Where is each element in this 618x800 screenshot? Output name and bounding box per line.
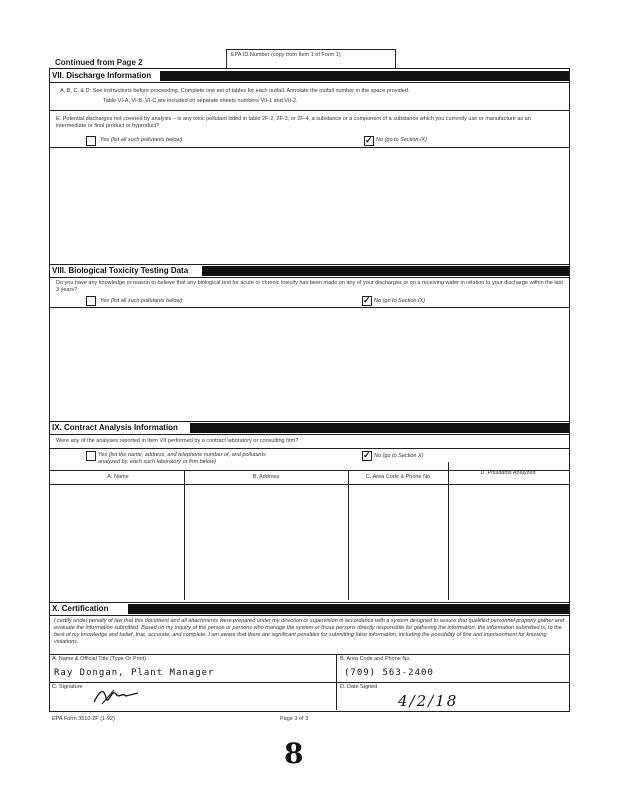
name-title-value[interactable]: Ray Dongan, Plant Manager bbox=[54, 668, 215, 678]
section-vii-bar bbox=[160, 71, 569, 81]
section-vii-checkmark-icon: ✓ bbox=[365, 135, 373, 145]
lab-pollutants-cell[interactable] bbox=[451, 487, 565, 597]
section-ix-question: Were any of the analyses reported in Item VII performed by a contract laboratory or consulting firm? bbox=[56, 438, 299, 444]
epa-id-box bbox=[226, 49, 396, 68]
section-vii-pollutant-list-area[interactable] bbox=[52, 149, 566, 261]
signature-label: C. Signature bbox=[52, 684, 83, 690]
column-header-name: A. Name bbox=[107, 474, 129, 480]
continued-label: Continued from Page 2 bbox=[55, 58, 143, 67]
section-viii-title: VIII. Biological Toxicity Testing Data bbox=[52, 266, 189, 275]
section-ix-checkmark-icon: ✓ bbox=[363, 450, 371, 460]
name-title-label: A. Name & Official Title (Type Or Print) bbox=[52, 656, 147, 662]
section-vii-yes-checkbox[interactable] bbox=[86, 136, 96, 146]
section-viii-checkmark-icon: ✓ bbox=[363, 295, 371, 305]
lab-name-cell[interactable] bbox=[52, 487, 182, 597]
section-ix-bar bbox=[190, 423, 569, 433]
section-vii-title: VII. Discharge Information bbox=[52, 71, 152, 80]
section-ix-yes-label: Yes (list the name, address, and telephone number of, and pollutants analyzed by, each such laboratory or firm below) bbox=[98, 452, 266, 465]
column-header-phone: C. Area Code & Phone No bbox=[365, 474, 431, 480]
section-vii-tables-note: Table VI-A, VI-B, VI-C are included on separate sheets numbers VII-1 and VII-2. bbox=[103, 98, 298, 104]
section-ix-title: IX. Contract Analysis Information bbox=[52, 423, 178, 432]
section-vii-question-e: E. Potential discharges not covered by analysis – is any toxic pollutant listed in table 2F-2, 2F-3, or 2F-4, a substance or a component of a substance which you currently use or manufacture as an intermediate or final product or byproduct? bbox=[56, 116, 531, 129]
phone-label: B. Area Code and Phone No. bbox=[340, 656, 411, 662]
section-viii-question: Do you have any knowledge or reason to believe that any biological test for acute or chronic toxicity has been made on any of your discharges or on a receiving water in relation to your discharge within the last 3 years? bbox=[56, 280, 563, 293]
section-vii-abcd: A, B, C, & D: See instructions before proceeding. Complete one set of tables for each outfall. Annotate the outfall number in the space provided. bbox=[60, 88, 410, 94]
section-vii-yes-label: Yes (list all such pollutants below) bbox=[100, 137, 183, 143]
lab-address-cell[interactable] bbox=[187, 487, 345, 597]
date-signed-value[interactable]: 4/2/18 bbox=[398, 692, 459, 710]
section-viii-no-label: No (go to Section IX) bbox=[374, 298, 426, 304]
column-header-pollutants: D. Pollutants Analyzed bbox=[480, 470, 536, 476]
section-viii-bar bbox=[202, 266, 569, 276]
signature-image[interactable] bbox=[92, 684, 140, 708]
epa-id-label: EPA ID Number (copy from Item 1 of Form 1) bbox=[231, 52, 341, 58]
date-signed-label: D. Date Signed bbox=[340, 684, 378, 690]
section-viii-list-area[interactable] bbox=[52, 309, 566, 419]
section-viii-yes-checkbox[interactable] bbox=[86, 296, 96, 306]
phone-value[interactable]: (709) 563-2400 bbox=[344, 668, 434, 678]
section-x-bar bbox=[128, 604, 569, 614]
handwritten-page-number: 8 bbox=[284, 737, 304, 770]
lab-phone-cell[interactable] bbox=[351, 487, 445, 597]
form-number: EPA Form 3510-2F (1-92) bbox=[52, 716, 115, 722]
column-header-address: B. Address bbox=[252, 474, 280, 480]
section-x-title: X. Certification bbox=[52, 604, 109, 613]
section-viii-yes-label: Yes (list all such pollutants below) bbox=[100, 298, 183, 304]
section-vii-no-label: No (go to Section IX) bbox=[376, 137, 428, 143]
page-number: Page 3 of 3 bbox=[280, 716, 309, 722]
section-ix-yes-checkbox[interactable] bbox=[86, 451, 96, 461]
section-ix-no-label: No (go to Section X) bbox=[374, 453, 424, 459]
certification-statement: I certify under penalty of law that this document and all attachments were prepared under my direction or supervision in accordance with a system designed to assure that qualified personnel properly gather and evaluate the information submitted. Based on my inquiry of the person or persons who manage the system or those persons directly responsible for gathering the information, the information submitted is, to the best of my knowledge and belief, true, accurate, and complete. I am aware that there are significant penalties for submitting false information, including the possibility of fine and imprisonment for knowing violations. bbox=[54, 618, 564, 645]
